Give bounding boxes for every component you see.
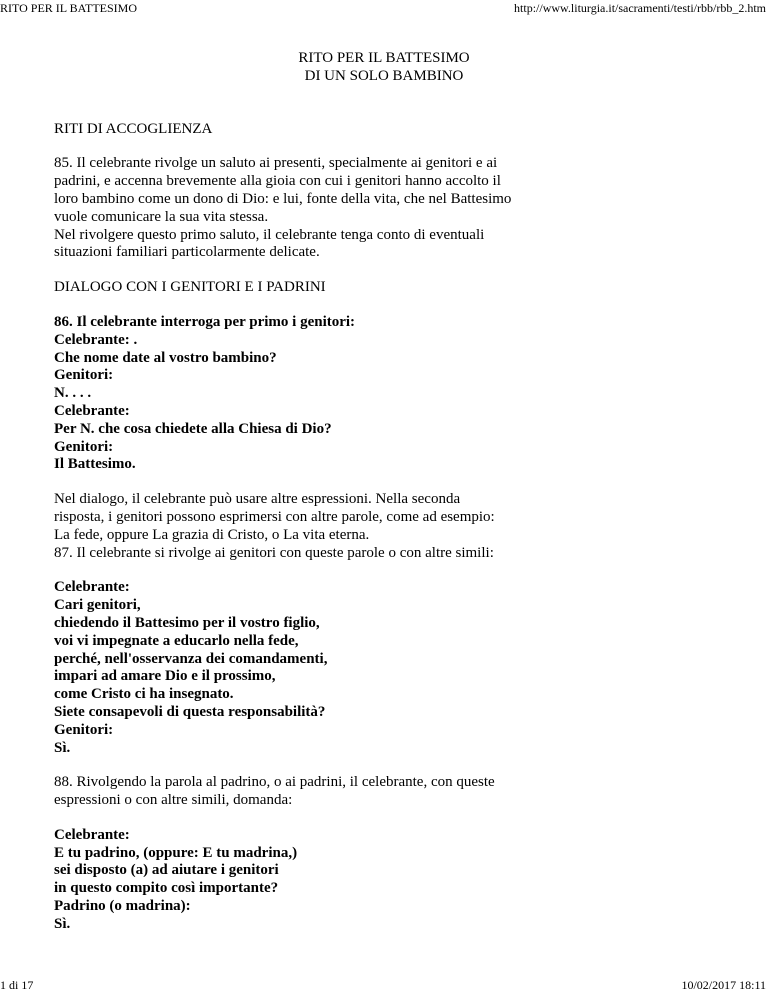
dialog-line: come Cristo ci ha insegnato.	[54, 686, 234, 703]
paragraph-88	[54, 774, 724, 810]
text-line: Nel dialogo, il celebrante può usare altre espressioni. Nella seconda	[54, 491, 461, 508]
dialog-line: Che nome date al vostro bambino?	[54, 349, 277, 366]
dialog-line: voi vi impegnate a educarlo nella fede,	[54, 632, 299, 649]
title-line-1: RITO PER IL BATTESIMO	[298, 50, 470, 66]
dialog-line: Celebrante:	[54, 402, 130, 419]
section-heading-dialogo: DIALOGO CON I GENITORI E I PADRINI	[54, 279, 326, 296]
text-line: situazioni familiari particolarmente delicate.	[54, 244, 320, 261]
dialog-line: Sì.	[54, 739, 71, 756]
dialog-line: E tu padrino, (oppure: E tu madrina,)	[54, 844, 298, 861]
dialog-line: chiedendo il Battesimo per il vostro figlio,	[54, 614, 320, 631]
dialog-line: 86. Il celebrante interroga per primo i genitori:	[54, 313, 356, 330]
dialog-86	[54, 314, 724, 474]
document-title	[54, 50, 714, 86]
dialog-88	[54, 827, 724, 934]
text-line: risposta, i genitori possono esprimersi con altre parole, come ad esempio:	[54, 508, 495, 525]
dialog-line: Sì.	[54, 915, 71, 932]
text-line: Nel rivolgere questo primo saluto, il celebrante tenga conto di eventuali	[54, 226, 485, 243]
print-header-title: RITO PER IL BATTESIMO	[0, 1, 138, 15]
dialog-line: Per N. che cosa chiedete alla Chiesa di Dio?	[54, 420, 332, 437]
text-line: vuole comunicare la sua vita stessa.	[54, 208, 269, 225]
dialog-line: Celebrante:	[54, 579, 130, 596]
print-header-url: http://www.liturgia.it/sacramenti/testi/rbb/rbb_2.htm	[514, 1, 766, 15]
dialog-line: Celebrante:	[54, 826, 130, 843]
dialog-line: Padrino (o madrina):	[54, 898, 191, 915]
paragraph-note-87	[54, 491, 724, 562]
dialog-line: impari ad amare Dio e il prossimo,	[54, 668, 276, 685]
dialog-line: N. . . .	[54, 385, 92, 402]
text-line: 85. Il celebrante rivolge un saluto ai presenti, specialmente ai genitori e ai	[54, 155, 498, 172]
dialog-line: perché, nell'osservanza dei comandamenti,	[54, 650, 328, 667]
dialog-line: sei disposto (a) ad aiutare i genitori	[54, 862, 279, 879]
text-line: 87. Il celebrante si rivolge ai genitori con queste parole o con altre simili:	[54, 544, 494, 561]
text-line: loro bambino come un dono di Dio: e lui, fonte della vita, che nel Battesimo	[54, 190, 512, 207]
text-line: espressioni o con altre simili, domanda:	[54, 792, 293, 809]
dialog-line: Cari genitori,	[54, 597, 141, 614]
dialog-line: in questo compito così importante?	[54, 880, 279, 897]
text-line: 88. Rivolgendo la parola al padrino, o ai padrini, il celebrante, con queste	[54, 774, 495, 791]
dialog-87	[54, 579, 724, 757]
print-footer-page-number: 1 di 17	[0, 978, 34, 992]
dialog-line: Genitori:	[54, 721, 114, 738]
dialog-line: Il Battesimo.	[54, 456, 136, 473]
print-footer-datetime: 10/02/2017 18:11	[681, 978, 766, 992]
title-line-2: DI UN SOLO BAMBINO	[304, 67, 464, 84]
section-heading-accoglienza: RITI DI ACCOGLIENZA	[54, 120, 213, 137]
dialog-line: Siete consapevoli di questa responsabilità?	[54, 703, 326, 720]
document-body	[54, 50, 724, 934]
dialog-line: Genitori:	[54, 367, 114, 384]
dialog-line: Celebrante: .	[54, 331, 138, 348]
paragraph-85	[54, 155, 724, 262]
text-line: La fede, oppure La grazia di Cristo, o La vita eterna.	[54, 526, 370, 543]
dialog-line: Genitori:	[54, 438, 114, 455]
text-line: padrini, e accenna brevemente alla gioia con cui i genitori hanno accolto il	[54, 173, 501, 190]
